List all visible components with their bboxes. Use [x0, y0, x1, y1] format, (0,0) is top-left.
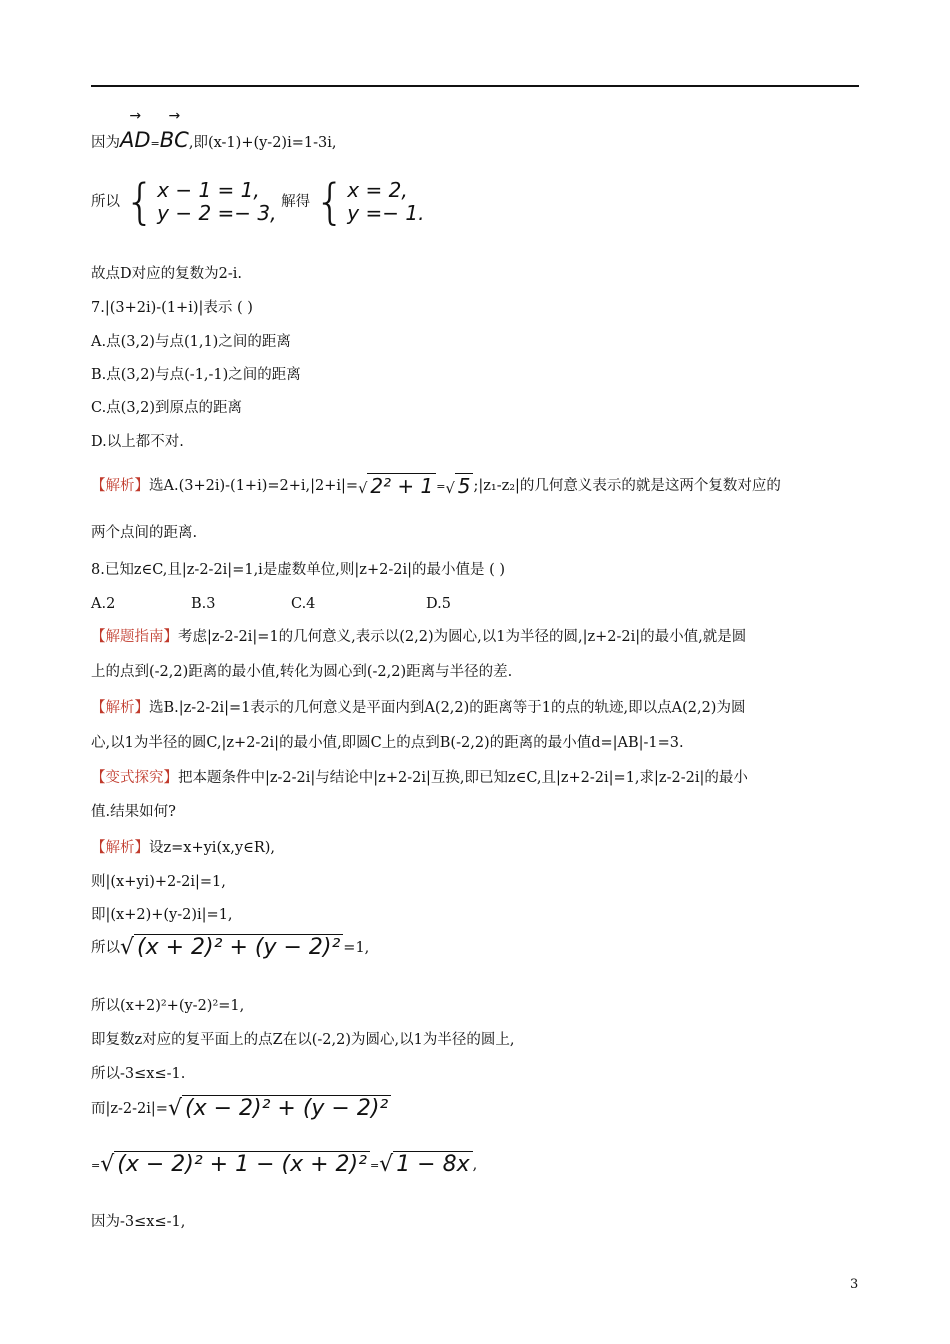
solution-tag: 【解析】 [91, 840, 149, 856]
text-line: 两个点间的距离. [91, 525, 198, 541]
option-c: C.4 [291, 596, 316, 612]
sqrt-expression: √ (x − 2)² + 1 − (x + 2)² [100, 1152, 370, 1178]
question-7-option-a: A.点(3,2)与点(1,1)之间的距离 [91, 334, 291, 350]
text-line: 即|(x+2)+(y-2)i|=1, [91, 907, 233, 923]
text-line: 即复数z对应的复平面上的点Z在以(-2,2)为圆心,以1为半径的圆上, [91, 1032, 515, 1048]
text: ,即(x-1)+(y-2)i=1-3i, [188, 135, 337, 151]
text: 因为 [91, 135, 120, 151]
question-8-options [91, 596, 451, 613]
sqrt-expression: √ 1 − 8x [379, 1152, 472, 1178]
variant-tag: 【变式探究】 [91, 770, 178, 786]
line-vector-equal: 因为 → AD= → BC,即(x-1)+(y-2)i=1-3i, [91, 108, 337, 152]
text-line: 值.结果如何? [91, 804, 176, 820]
question-7-option-c: C.点(3,2)到原点的距离 [91, 400, 243, 416]
line-sqrt-modulus: 而|z-2-2i|=√ (x − 2)² + (y − 2)² [91, 1096, 391, 1122]
text-line: 因为-3≤x≤-1, [91, 1214, 186, 1230]
question-8-solution: 【解析】选B.|z-2-2i|=1表示的几何意义是平面内到A(2,2)的距离等于1的点的轨迹,即以点A(2,2)为圆 [91, 700, 746, 716]
question-8-stem: 8.已知z∈C,且|z-2-2i|=1,i是虚数单位,则|z+2-2i|的最小值是 ( ) [91, 562, 505, 578]
variant-solution: 【解析】设z=x+yi(x,y∈R), [91, 840, 275, 856]
vector-bc: → BC [159, 108, 189, 152]
sqrt-expression: √ 2² + 1 [358, 474, 436, 498]
text-line: 则|(x+yi)+2-2i|=1, [91, 874, 226, 890]
question-8-guide: 【解题指南】考虑|z-2-2i|=1的几何意义,表示以(2,2)为圆心,以1为半径的圆,|z+2-2i|的最小值,就是圆 [91, 629, 747, 645]
variant-exploration: 【变式探究】把本题条件中|z-2-2i|与结论中|z+2-2i|互换,即已知z∈C,且|z+2-2i|=1,求|z-2-2i|的最小 [91, 770, 748, 786]
sqrt-expression: √ (x − 2)² + (y − 2)² [168, 1096, 391, 1122]
text-line: 所以-3≤x≤-1. [91, 1066, 186, 1082]
guide-tag: 【解题指南】 [91, 629, 178, 645]
text-line: 上的点到(-2,2)距离的最小值,转化为圆心到(-2,2)距离与半径的差. [91, 664, 513, 680]
sqrt-expression: √ (x + 2)² + (y − 2)² [120, 935, 343, 961]
text-line: 故点D对应的复数为2-i. [91, 266, 242, 282]
question-7-solution: 【解析】选A.(3+2i)-(1+i)=2+i,|2+i|=√ 2² + 1 =√ 5 ;|z₁-z₂|的几何意义表示的就是这两个复数对应的 [91, 474, 781, 498]
line-sqrt-simplify: =√ (x − 2)² + 1 − (x + 2)² =√ 1 − 8x , [91, 1152, 478, 1177]
text-line: 所以(x+2)²+(y-2)²=1, [91, 998, 245, 1014]
question-7-option-d: D.以上都不对. [91, 434, 184, 450]
vector-ad: → AD [120, 108, 151, 152]
option-a: A.2 [91, 596, 116, 612]
question-7-stem: 7.|(3+2i)-(1+i)|表示 ( ) [91, 300, 253, 316]
page-number: 3 [850, 1277, 859, 1292]
equation-system-1: { x − 1 = 1, y − 2 =− 3, [124, 174, 277, 230]
question-7-option-b: B.点(3,2)与点(-1,-1)之间的距离 [91, 367, 301, 383]
sqrt-expression: √ 5 [445, 474, 473, 498]
equation-system-2: { x = 2, y =− 1. [314, 174, 425, 230]
line-system: 所以 { x − 1 = 1, y − 2 =− 3, 解得 { x = 2, y =− 1. [91, 174, 425, 230]
line-sqrt-equation: 所以√ (x + 2)² + (y − 2)² =1, [91, 935, 370, 960]
header-rule [91, 85, 859, 87]
option-d: D.5 [426, 596, 451, 612]
option-b: B.3 [191, 596, 216, 612]
solution-tag: 【解析】 [91, 478, 149, 495]
text-line: 心,以1为半径的圆C,|z+2-2i|的最小值,即圆C上的点到B(-2,2)的距离的最小值d=|AB|-1=3. [91, 735, 684, 751]
solution-tag: 【解析】 [91, 700, 149, 716]
